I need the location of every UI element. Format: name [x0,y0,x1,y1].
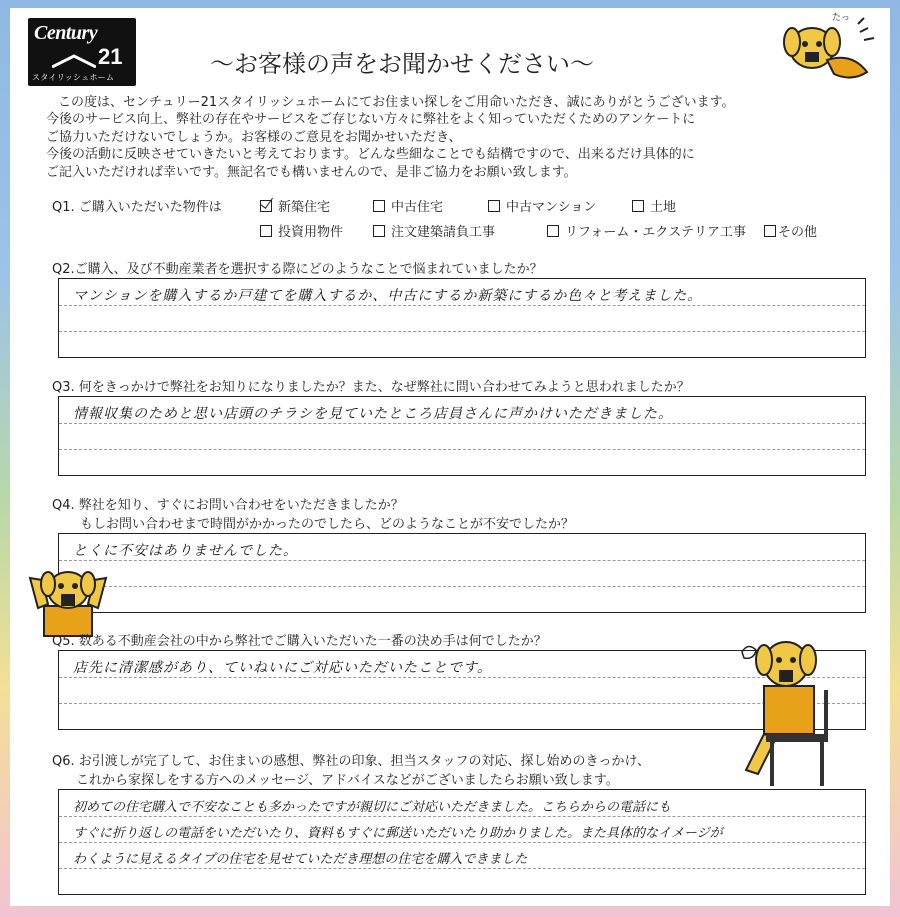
ruled-line [59,423,865,424]
q4-label: Q4. 弊社を知り、すぐにお問い合わせをいただきましたか？ [52,498,404,513]
checkbox-icon[interactable] [373,200,385,212]
q6-answer-line: 初めての住宅購入で不安なことも多かったですが親切にご対応いただきました。こちらからの電話にも [73,800,672,815]
ruled-line [59,868,865,869]
ruled-line [59,586,865,587]
q2-answer: マンションを購入するか戸建てを購入するか、中古にするか新築にするか色々と考えました。 [73,288,703,304]
q6-label: Q6. お引渡しが完了して、お住まいの感想、弊社の印象、担当スタッフの対応、探し始めのきっかけ、 [52,754,650,769]
mascot-exclamation: たっ [832,13,851,23]
checkbox-checked-icon[interactable] [260,200,272,212]
checkbox-icon[interactable] [632,200,644,212]
page-title: ～お客様の声をお聞かせください～ [210,50,594,78]
ruled-line [59,331,865,332]
option-used-mansion[interactable]: 中古マンション [488,196,596,215]
checkbox-icon[interactable] [488,200,500,212]
intro-line: ご協力いただけないでしょうか。お客様のご意見をお聞かせいただき、 [46,129,462,145]
q2-label: Q2.ご購入、及び不動産業者を選択する際にどのようなことで悩まれていましたか？ [52,262,543,277]
q4-answer-box[interactable] [58,533,866,613]
option-new-house[interactable]: 新築住宅 [260,196,330,215]
q4-answer: とくに不安はありませんでした。 [73,543,298,559]
q4-label-2: もしお問い合わせまで時間がかかったのでしたら、どのようなことが不安でしたか？ [80,517,575,532]
checkbox-icon[interactable] [764,225,776,237]
q6-label-2: これから家探しをする方へのメッセージ、アドバイスなどがございましたらお願い致します。 [76,773,619,788]
q6-answer-box[interactable] [58,789,866,895]
mascot-cheering-icon [28,558,108,638]
intro-line: 今後のサービス向上、弊社の存在やサービスをご存じない方々に弊社をよく知っていただくためのアンケートに [46,112,696,128]
century21-logo [28,18,136,86]
q1-label: Q1. ご購入いただいた物件は [52,200,222,215]
option-investment[interactable]: 投資用物件 [260,221,343,240]
q5-label: Q5. 数ある不動産会社の中から弊社でご購入いただいた一番の決め手は何でしたか？ [52,634,547,649]
mascot-running-icon [772,12,882,90]
option-reform[interactable]: リフォーム・エクステリア工事 [547,221,746,240]
checkbox-icon[interactable] [260,225,272,237]
ruled-line [59,449,865,450]
ruled-line [59,305,865,306]
mascot-sitting-icon [736,630,840,790]
logo-brand: Century [34,22,98,44]
q6-answer-line: すぐに折り返しの電話をいただいたり、資料もすぐに郵送いただいたり助かりました。また具体的なイメージが [73,826,723,841]
option-land[interactable]: 土地 [632,196,676,215]
q3-answer-box[interactable] [58,396,866,476]
intro-line: 今後の活動に反映させていきたいと考えております。どんな些細なことでも結構ですので、出来るだけ具体的に [46,147,695,163]
intro-text [46,94,858,181]
roof-icon [52,54,96,68]
option-used-house[interactable]: 中古住宅 [373,196,443,215]
ruled-line [59,560,865,561]
q5-answer: 店先に清潔感があり、ていねいにご対応いただいたことです。 [73,660,492,676]
option-other[interactable]: その他 [764,221,817,240]
checkbox-icon[interactable] [373,225,385,237]
option-custom-build[interactable]: 注文建築請負工事 [373,221,495,240]
q2-answer-box[interactable] [58,278,866,358]
ruled-line [59,816,865,817]
intro-line: この度は、センチュリー21スタイリッシュホームにてお住まい探しをご用命いただき、誠にありがとうございます。 [58,95,735,110]
checkbox-icon[interactable] [547,225,559,237]
q6-answer-line: わくように見えるタイプの住宅を見せていただき理想の住宅を購入できました [73,852,528,867]
logo-subtitle: スタイリッシュホーム [32,73,115,82]
logo-number: 21 [98,44,123,69]
ruled-line [59,842,865,843]
survey-sheet [10,8,890,906]
q3-label: Q3. 何をきっかけで弊社をお知りになりましたか？また、なぜ弊社に問い合わせてみようと思われましたか？ [52,380,690,395]
intro-line: ご記入いただければ幸いです。無記名でも構いませんので、是非ご協力をお願い致します。 [46,164,577,180]
q3-answer: 情報収集のためと思い店頭のチラシを見ていたところ店員さんに声かけいただきました。 [73,406,673,422]
